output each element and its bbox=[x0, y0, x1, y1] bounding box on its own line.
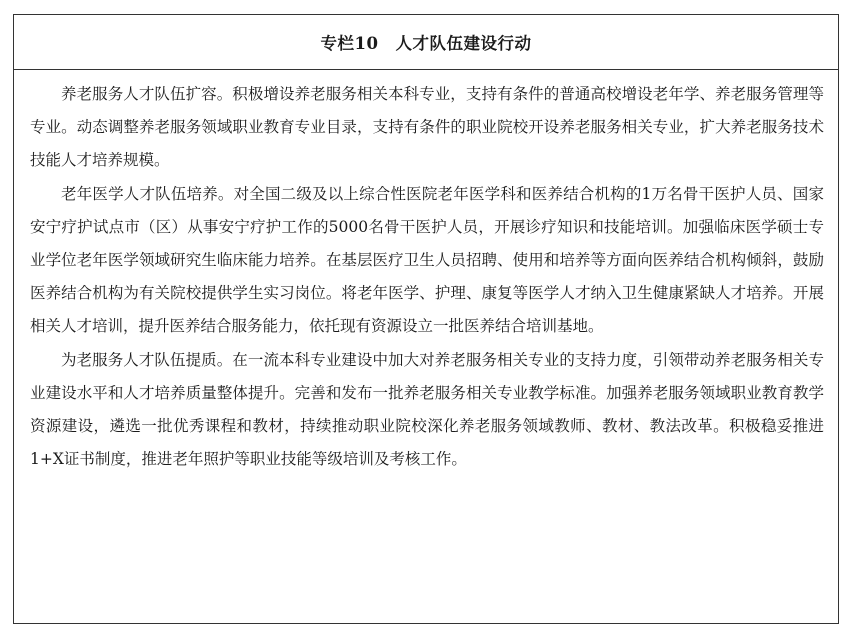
paragraph-lead: 为老服务人才队伍提质。 bbox=[61, 350, 233, 369]
paragraph-text: 积极增设养老服务相关本科专业，支持有条件的普通高校增设老年学、养老服务管理等专业。动态调整养老服务领域职业教育专业目录，支持有条件的职业院校开设养老服务相关专业，扩大养老服务技术技能人才培养规模。 bbox=[30, 85, 824, 170]
column-title: 专栏10 人才队伍建设行动 bbox=[320, 34, 532, 53]
column-header bbox=[14, 15, 838, 70]
paragraph-geriatric-talent-training bbox=[30, 178, 824, 344]
paragraph-lead: 养老服务人才队伍扩容。 bbox=[61, 85, 233, 103]
paragraph-lead: 老年医学人才队伍培养。 bbox=[61, 184, 234, 203]
paragraph-service-talent-quality bbox=[30, 344, 824, 477]
paragraph-text: 对全国二级及以上综合性医院老年医学科和医养结合机构的1万名骨干医护人员、国家安宁疗护试点市（区）从事安宁疗护工作的5000名骨干医护人员，开展诊疗知识和技能培训。加强临床医学硕士专业学位老年医学领域研究生临床能力培养。在基层医疗卫生人员招聘、使用和培养等方面向医养结合机构倾斜，鼓励医养结合机构为有关院校提供学生实习岗位。将老年医学、护理、康复等医学人才纳入卫生健康紧缺人才培养。开展相关人才培训，提升医养结合服务能力，依托现有资源设立一批医养结合培训基地。 bbox=[30, 184, 824, 336]
column-body bbox=[14, 70, 838, 476]
column-box bbox=[13, 14, 839, 624]
paragraph-text: 在一流本科专业建设中加大对养老服务相关专业的支持力度，引领带动养老服务相关专业建设水平和人才培养质量整体提升。完善和发布一批养老服务相关专业教学标准。加强养老服务领域职业教育教学资源建设，遴选一批优秀课程和教材，持续推动职业院校深化养老服务领域教师、教材、教法改革。积极稳妥推进1+X证书制度，推进老年照护等职业技能等级培训及考核工作。 bbox=[30, 350, 824, 469]
paragraph-elderly-care-talent-expansion bbox=[30, 78, 824, 178]
